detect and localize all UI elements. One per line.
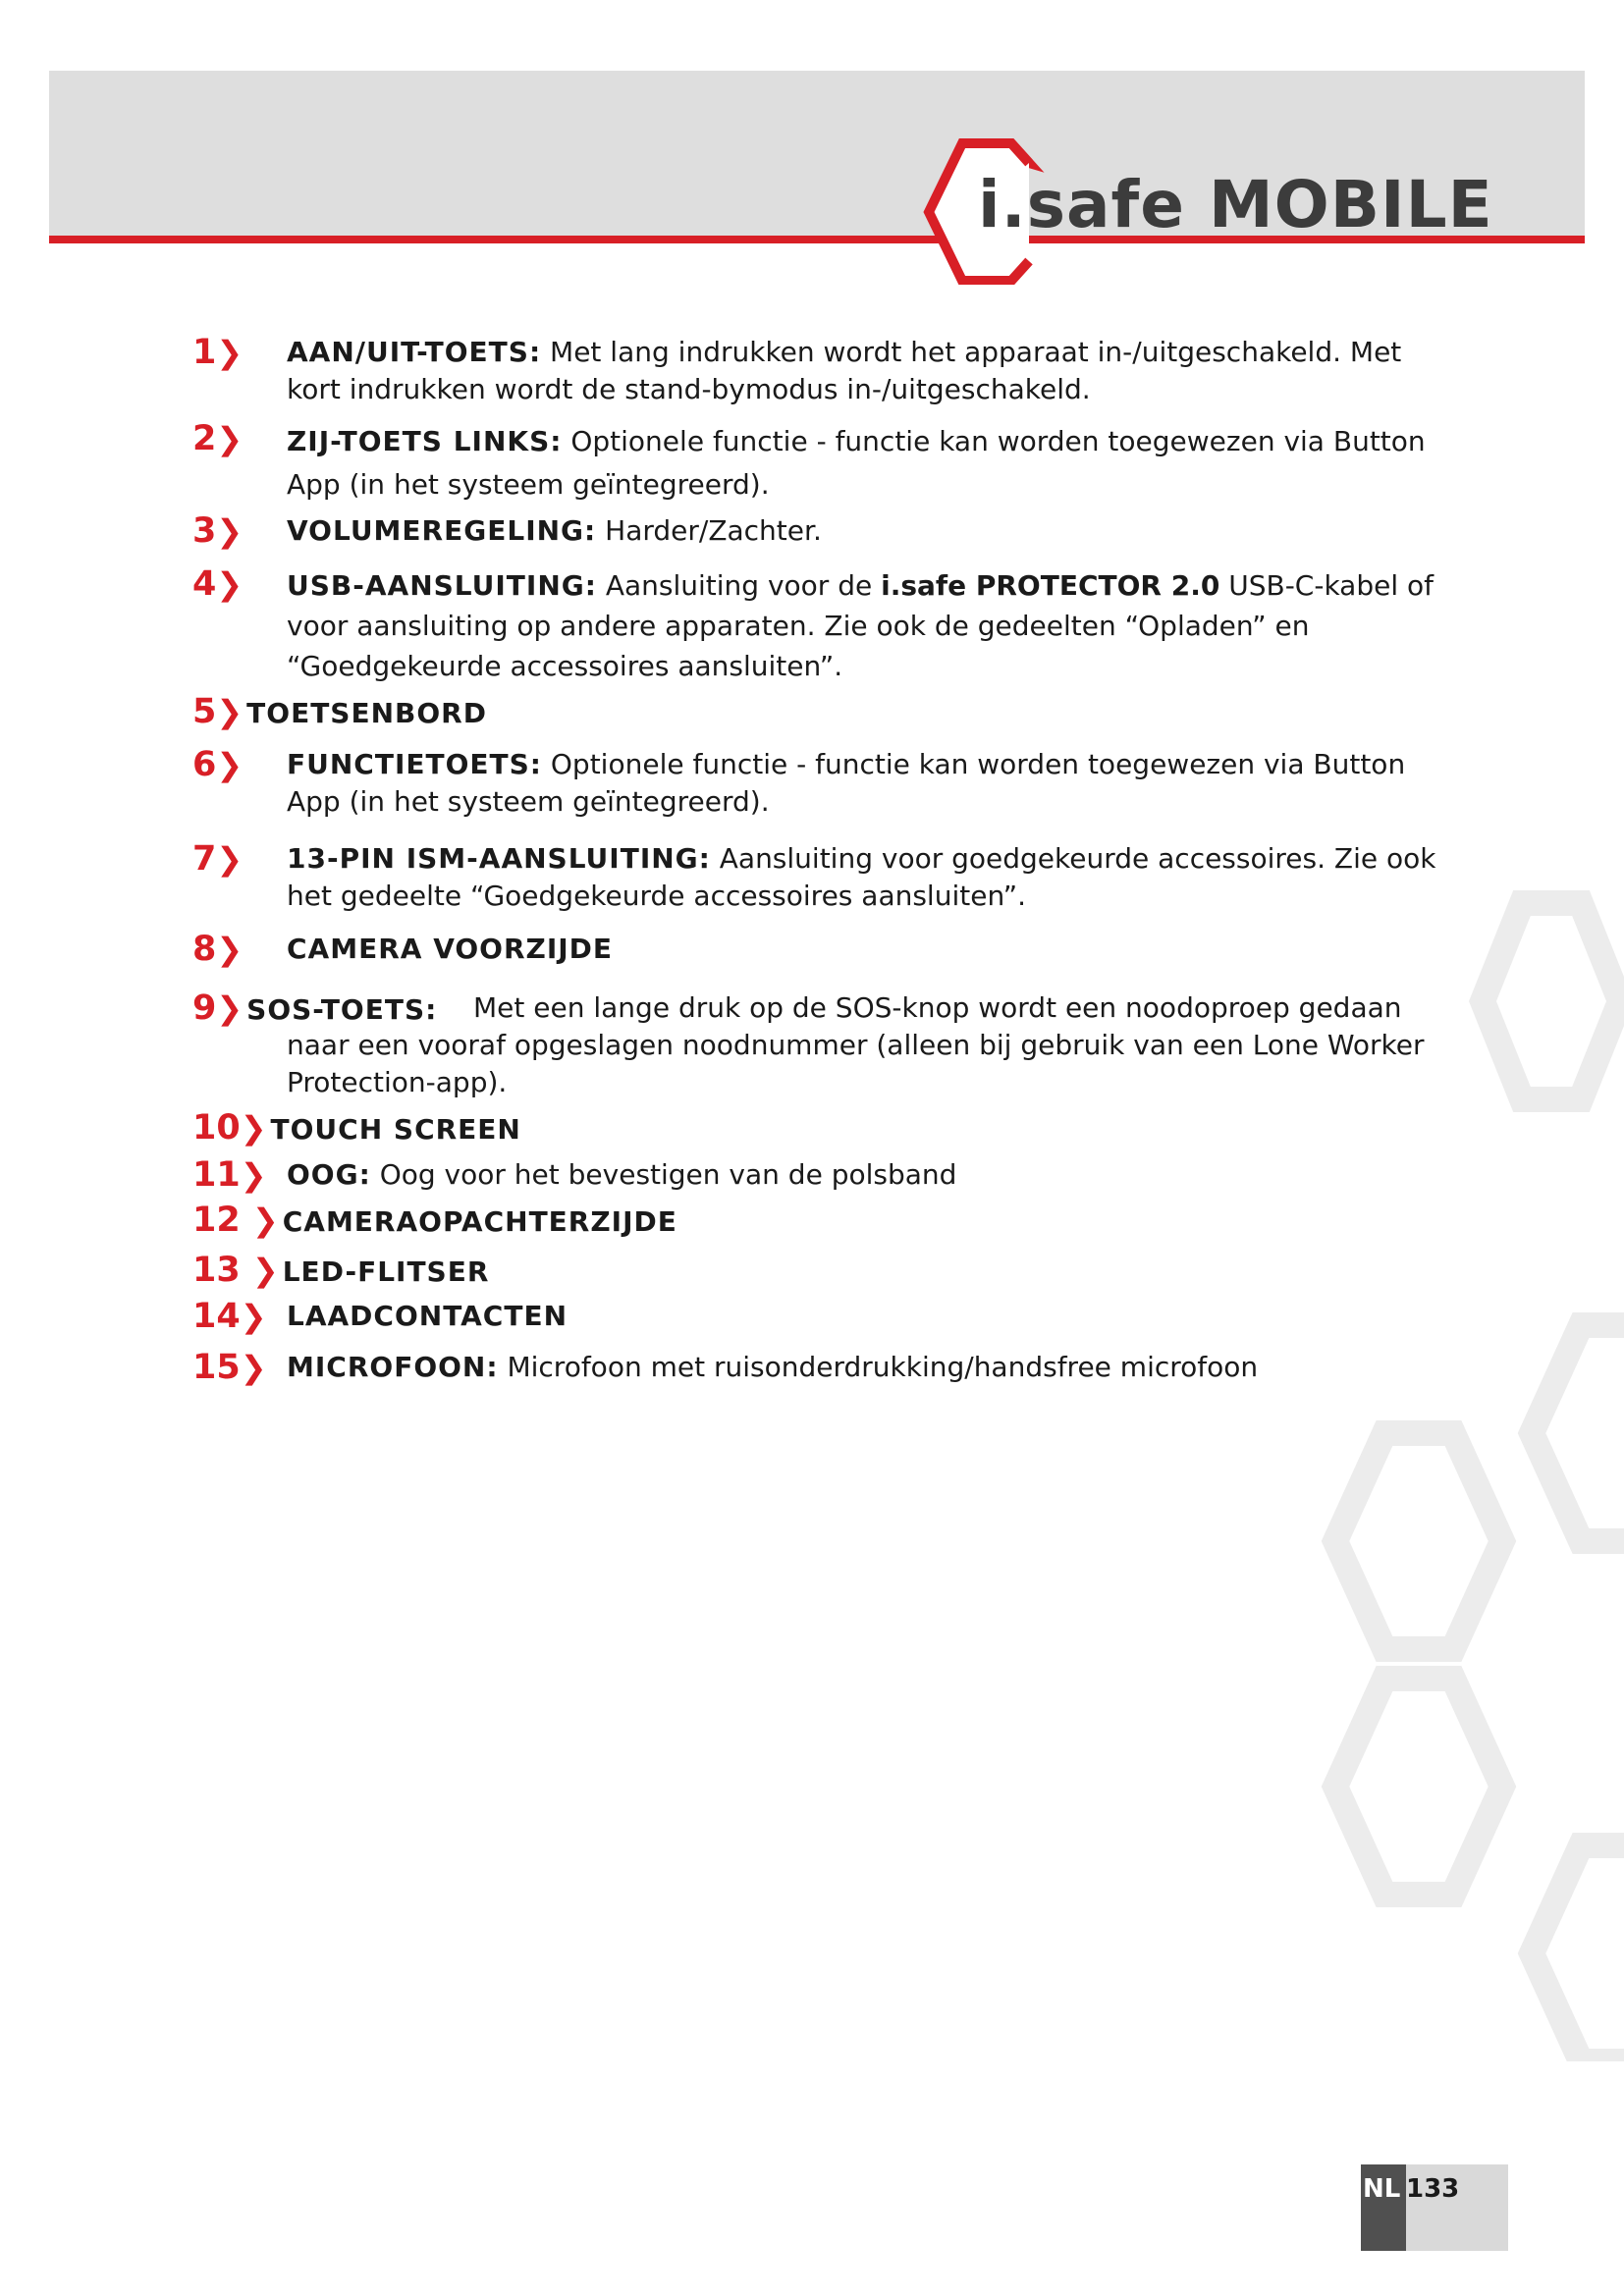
brand-logo-text: i.safe MOBILE	[978, 167, 1493, 242]
item-body	[287, 565, 1449, 686]
chevron-right-icon: ❯	[240, 1109, 267, 1147]
item-label: LAADCONTACTEN	[287, 1300, 568, 1332]
item-text: Harder/Zachter.	[605, 514, 822, 547]
item-text: Met een lange druk op de SOS-knop wordt een noodoproep gedaan naar een vooraf opgeslagen noodnummer (alleen bij gebruik van een Lone Worker Protection-app).	[287, 991, 1425, 1098]
chevron-right-icon: ❯	[216, 334, 244, 371]
item-label: LED-FLITSER	[282, 1255, 490, 1288]
item-number: 10❯	[192, 1108, 267, 1148]
item-number: 13 ❯	[192, 1251, 279, 1290]
list-item	[192, 1349, 1449, 1386]
chevron-right-icon: ❯	[216, 746, 244, 783]
list-item	[192, 1156, 1449, 1194]
item-body	[287, 1349, 1449, 1386]
item-body	[287, 1156, 1449, 1194]
list-item	[192, 1201, 1449, 1241]
item-body	[287, 931, 1449, 968]
item-label: SOS-TOETS:	[246, 993, 438, 1026]
item-number: 12 ❯	[192, 1201, 279, 1240]
item-number: 4❯	[192, 564, 244, 604]
chevron-right-icon: ❯	[216, 512, 244, 550]
list-item	[192, 512, 1449, 550]
item-body	[287, 420, 1449, 507]
item-text: Optionele functie - functie kan worden toegewezen via Button App (in het systeem geïntegreerd).	[287, 748, 1406, 818]
item-number: 3❯	[192, 511, 244, 551]
chevron-right-icon: ❯	[251, 1252, 279, 1289]
item-number: 1❯	[192, 333, 244, 372]
chevron-right-icon: ❯	[216, 420, 244, 457]
item-body	[287, 1298, 1449, 1335]
item-body	[287, 512, 1449, 550]
item-body	[287, 746, 1449, 821]
item-label: ZIJ-TOETS LINKS:	[287, 425, 563, 457]
item-text: Met lang indrukken wordt het apparaat in-/uitgeschakeld. Met kort indrukken wordt de stand-bymodus in-/uitgeschakeld.	[287, 336, 1402, 405]
chevron-right-icon: ❯	[216, 693, 244, 730]
chevron-right-icon: ❯	[240, 1298, 267, 1335]
item-label: USB-AANSLUITING:	[287, 569, 597, 602]
list-item	[192, 1252, 1449, 1291]
chevron-right-icon: ❯	[216, 840, 244, 878]
item-text: Microfoon met ruisonderdrukking/handsfree microfoon	[507, 1351, 1259, 1383]
list-item	[192, 746, 1449, 821]
item-text: Oog voor het bevestigen van de polsband	[379, 1158, 957, 1191]
product-name: i.safe PROTECTOR 2.0	[881, 569, 1220, 602]
list-item	[192, 1298, 1449, 1335]
item-label: FUNCTIETOETS:	[287, 748, 542, 780]
item-label: 13-PIN ISM-AANSLUITING:	[287, 842, 711, 875]
list-item	[192, 693, 1449, 732]
item-label: VOLUMEREGELING:	[287, 514, 597, 547]
list-item	[192, 334, 1449, 408]
list-item	[192, 840, 1449, 915]
footer-language: NL	[1363, 2174, 1401, 2204]
list-item	[192, 565, 1449, 686]
item-number: 7❯	[192, 839, 244, 879]
item-body	[287, 334, 1449, 408]
item-label: AAN/UIT-TOETS:	[287, 336, 542, 368]
chevron-right-icon: ❯	[216, 989, 244, 1027]
list-item	[192, 1109, 1449, 1148]
item-label: CAMERA VOORZIJDE	[287, 933, 614, 965]
list-item	[192, 420, 1449, 507]
item-label: OOG:	[287, 1158, 371, 1191]
item-text: Optionele functie - functie kan worden toegewezen via Button App (in het systeem geïntegreerd).	[287, 425, 1426, 501]
item-text: USB-C-kabel of voor aansluiting op andere apparaten. Zie ook de gedeelten “Opladen” en “Goedgekeurde accessoires aansluiten”.	[287, 569, 1435, 682]
item-number: 5❯	[192, 692, 244, 731]
item-number: 15❯	[192, 1348, 267, 1387]
list-item	[192, 931, 1449, 968]
item-label: TOUCH SCREEN	[270, 1113, 521, 1146]
chevron-right-icon: ❯	[240, 1156, 267, 1194]
item-body	[287, 840, 1449, 915]
chevron-right-icon: ❯	[251, 1201, 279, 1239]
item-number: 11❯	[192, 1155, 267, 1195]
item-number: 9❯ SOS-TOETS:	[192, 988, 438, 1028]
item-number: 2❯	[192, 419, 244, 458]
item-body	[287, 989, 1449, 1101]
item-number: 6❯	[192, 745, 244, 784]
chevron-right-icon: ❯	[216, 931, 244, 968]
item-number: 14❯	[192, 1297, 267, 1336]
item-label: CAMERAOPACHTERZIJDE	[282, 1205, 677, 1238]
item-label: TOETSENBORD	[246, 697, 487, 729]
item-text: Aansluiting voor goedgekeurde accessoires. Zie ook het gedeelte “Goedgekeurde accessoires aansluiten”.	[287, 842, 1436, 912]
list-item	[192, 989, 1449, 1101]
chevron-right-icon: ❯	[216, 565, 244, 603]
item-label: MICROFOON:	[287, 1351, 499, 1383]
item-number: 8❯	[192, 930, 244, 969]
page-number: 133	[1406, 2174, 1460, 2204]
chevron-right-icon: ❯	[240, 1349, 267, 1386]
item-text: Aansluiting voor de	[605, 569, 873, 602]
brand-logo	[903, 137, 1493, 285]
